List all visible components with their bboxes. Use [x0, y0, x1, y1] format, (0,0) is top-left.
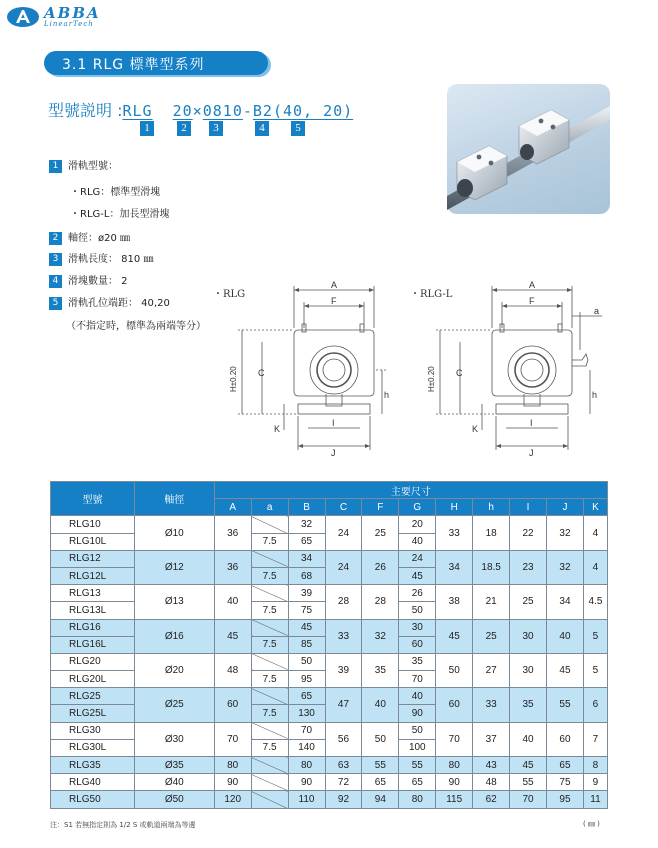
table-cell: 55	[399, 757, 436, 774]
table-cell: 60	[436, 688, 473, 722]
table-cell: 27	[473, 653, 510, 687]
table-cell: 4	[583, 550, 607, 584]
table-cell: 55	[510, 774, 547, 791]
column-header-F: F	[362, 499, 399, 516]
table-cell: 4.5	[583, 585, 607, 619]
table-cell: 30	[399, 619, 436, 636]
table-row	[51, 774, 608, 791]
table-cell: 34	[547, 585, 584, 619]
table-cell: Ø30	[134, 722, 214, 756]
table-cell: 35	[362, 653, 399, 687]
table-cell: 35	[399, 653, 436, 670]
table-cell: 33	[473, 688, 510, 722]
table-cell: 7.5	[251, 636, 288, 653]
model-cell: RLG25L	[51, 705, 135, 722]
table-cell: 40	[362, 688, 399, 722]
table-cell: 32	[547, 550, 584, 584]
table-cell: 45	[436, 619, 473, 653]
table-cell: 39	[325, 653, 362, 687]
table-cell: 36	[214, 550, 251, 584]
logo-sub: LinearTech	[44, 20, 94, 28]
table-cell: 65	[547, 757, 584, 774]
table-cell: 65	[288, 533, 325, 550]
table-cell: Ø40	[134, 774, 214, 791]
abba-logo-icon	[6, 6, 40, 28]
table-cell: 120	[214, 791, 251, 808]
table-cell: 45	[547, 653, 584, 687]
table-cell: 70	[399, 671, 436, 688]
table-cell: 50	[288, 653, 325, 670]
table-cell: 80	[288, 757, 325, 774]
model-cell: RLG13	[51, 585, 135, 602]
table-cell: 38	[436, 585, 473, 619]
model-cell: RLG30	[51, 722, 135, 739]
table-cell: Ø16	[134, 619, 214, 653]
table-cell: 40	[214, 585, 251, 619]
table-cell: 24	[325, 550, 362, 584]
model-cell: RLG12L	[51, 567, 135, 584]
table-cell: 26	[399, 585, 436, 602]
column-header-A: A	[214, 499, 251, 516]
code-number-4: 4	[255, 121, 269, 136]
spec-number: 4	[49, 275, 62, 288]
table-row	[51, 550, 608, 567]
column-header-H: H	[436, 499, 473, 516]
table-cell: 35	[510, 688, 547, 722]
table-body	[51, 516, 608, 808]
table-row	[51, 688, 608, 705]
footnote: 注：S1 若無指定則為 1/2 S 或軌道兩端為等邊	[50, 821, 196, 829]
table-cell: 34	[436, 550, 473, 584]
table-cell: 37	[473, 722, 510, 756]
table-cell: 40	[399, 688, 436, 705]
table-row	[51, 585, 608, 602]
header-model: 型號	[51, 482, 135, 516]
dimensions-table	[50, 481, 608, 809]
table-cell: 33	[325, 619, 362, 653]
table-cell: 22	[510, 516, 547, 550]
model-cell: RLG10	[51, 516, 135, 533]
model-code-part-qty: B2	[252, 102, 273, 120]
table-cell: 56	[325, 722, 362, 756]
table-cell: 32	[362, 619, 399, 653]
table-cell: 85	[288, 636, 325, 653]
table-cell: 62	[473, 791, 510, 808]
table-cell: 60	[547, 722, 584, 756]
model-cell: RLG10L	[51, 533, 135, 550]
table-cell: 68	[288, 567, 325, 584]
table-cell	[251, 585, 288, 602]
table-cell: 80	[214, 757, 251, 774]
spec-item-length: 3 滑軌長度： 810 ㎜	[49, 250, 153, 266]
column-header-I: I	[510, 499, 547, 516]
table-cell: 5	[583, 653, 607, 687]
table-cell: 43	[473, 757, 510, 774]
model-code-part-times: ×	[192, 102, 203, 120]
table-cell: 32	[547, 516, 584, 550]
table-cell: 24	[399, 550, 436, 567]
table-cell: 65	[288, 688, 325, 705]
table-cell: 45	[510, 757, 547, 774]
table-cell: 94	[362, 791, 399, 808]
table-cell: 90	[436, 774, 473, 791]
column-header-K: K	[583, 499, 607, 516]
table-cell	[251, 653, 288, 670]
code-number-5: 5	[291, 121, 305, 136]
table-cell: Ø13	[134, 585, 214, 619]
table-cell	[251, 722, 288, 739]
table-cell: 7.5	[251, 602, 288, 619]
table-cell: 28	[362, 585, 399, 619]
section-title: 3.1 RLG 標準型系列	[62, 57, 205, 73]
table-cell: 95	[288, 671, 325, 688]
dim-label-h-small-l: h	[592, 390, 598, 400]
product-photo	[447, 84, 610, 214]
table-cell: 7.5	[251, 671, 288, 688]
table-cell: Ø20	[134, 653, 214, 687]
table-cell	[251, 688, 288, 705]
table-cell: 100	[399, 739, 436, 756]
spec-item-hole-distance: 5 滑軌孔位端距： 40,20	[49, 294, 170, 310]
table-cell: 7.5	[251, 705, 288, 722]
drawing-label-rlg: ・RLG	[213, 289, 246, 300]
table-cell: 34	[288, 550, 325, 567]
table-cell: 6	[583, 688, 607, 722]
table-cell: 140	[288, 739, 325, 756]
table-cell: 25	[510, 585, 547, 619]
model-cell: RLG12	[51, 550, 135, 567]
table-cell: 130	[288, 705, 325, 722]
table-cell: 11	[583, 791, 607, 808]
model-code-part-length: 0810	[202, 102, 243, 120]
table-cell: 30	[510, 619, 547, 653]
table-cell: 7.5	[251, 533, 288, 550]
column-header-G: G	[399, 499, 436, 516]
unit-label: ( ㎜ )	[583, 820, 600, 828]
model-cell: RLG40	[51, 774, 135, 791]
model-code-part-shaft: 20	[172, 102, 193, 120]
header-main-dimensions: 主要尺寸	[214, 482, 607, 499]
linear-guide-illustration	[447, 84, 610, 214]
table-cell: 28	[325, 585, 362, 619]
table-cell: 70	[288, 722, 325, 739]
table-cell: 50	[399, 722, 436, 739]
brand-logo	[6, 6, 101, 28]
table-cell: 60	[214, 688, 251, 722]
model-cell: RLG30L	[51, 739, 135, 756]
model-cell: RLG25	[51, 688, 135, 705]
model-code-title	[48, 98, 353, 121]
table-cell: 4	[583, 516, 607, 550]
table-cell: 7.5	[251, 567, 288, 584]
table-cell: 63	[325, 757, 362, 774]
column-header-C: C	[325, 499, 362, 516]
spec-item-shaft: 2 軸徑：ø20 ㎜	[49, 229, 130, 245]
model-cell: RLG20	[51, 653, 135, 670]
table-cell: 70	[510, 791, 547, 808]
table-cell: 95	[547, 791, 584, 808]
table-cell: 40	[399, 533, 436, 550]
spec-number: 3	[49, 253, 62, 266]
model-cell: RLG16L	[51, 636, 135, 653]
table-row	[51, 757, 608, 774]
table-cell: 50	[362, 722, 399, 756]
table-cell: 50	[399, 602, 436, 619]
dim-label-i-l: I	[530, 418, 533, 428]
table-cell: Ø35	[134, 757, 214, 774]
table-cell: 65	[399, 774, 436, 791]
dim-label-k-l: K	[472, 424, 479, 434]
table-cell: 70	[436, 722, 473, 756]
table-cell: 24	[325, 516, 362, 550]
table-cell: 65	[362, 774, 399, 791]
table-cell: Ø25	[134, 688, 214, 722]
spec-note: （不指定時，標準為兩端等分）	[66, 321, 206, 332]
rlgl-technical-drawing	[427, 280, 610, 460]
dim-label-a-small-l: a	[594, 306, 600, 316]
table-cell: 8	[583, 757, 607, 774]
table-cell: 45	[399, 567, 436, 584]
table-row	[51, 791, 608, 808]
model-cell: RLG35	[51, 757, 135, 774]
dim-label-k: K	[274, 424, 281, 434]
table-cell: Ø12	[134, 550, 214, 584]
table-cell: Ø10	[134, 516, 214, 550]
table-row	[51, 619, 608, 636]
table-row	[51, 653, 608, 670]
dim-label-a-l: A	[529, 280, 536, 290]
header-shaft: 軸徑	[134, 482, 214, 516]
table-cell: 115	[436, 791, 473, 808]
table-cell: 40	[547, 619, 584, 653]
dim-label-c-l: C	[456, 368, 463, 378]
table-cell: 30	[510, 653, 547, 687]
table-cell: 36	[214, 516, 251, 550]
dim-label-j-l: J	[529, 448, 534, 458]
table-cell: 45	[214, 619, 251, 653]
table-cell: 18.5	[473, 550, 510, 584]
table-cell: 90	[214, 774, 251, 791]
logo-brand: ABBA	[44, 4, 101, 22]
table-cell	[251, 619, 288, 636]
table-cell: 55	[547, 688, 584, 722]
spec-number: 5	[49, 297, 62, 310]
spec-number: 2	[49, 232, 62, 245]
section-banner	[44, 51, 268, 75]
table-cell: 7.5	[251, 739, 288, 756]
dim-label-a: A	[331, 280, 338, 290]
model-cell: RLG16	[51, 619, 135, 636]
table-cell: 40	[510, 722, 547, 756]
table-cell: 92	[325, 791, 362, 808]
table-cell: 75	[547, 774, 584, 791]
dim-label-h: H±0.20	[229, 366, 238, 392]
table-cell: 72	[325, 774, 362, 791]
dim-label-c: C	[258, 368, 265, 378]
table-cell	[251, 757, 288, 774]
dim-label-h-small: h	[384, 390, 390, 400]
code-number-1: 1	[140, 121, 154, 136]
table-cell	[251, 791, 288, 808]
spec-number: 1	[49, 160, 62, 173]
table-cell: 80	[399, 791, 436, 808]
table-cell: 110	[288, 791, 325, 808]
table-cell: 75	[288, 602, 325, 619]
table-cell: 26	[362, 550, 399, 584]
table-cell: 80	[436, 757, 473, 774]
drawing-label-rlgl: ・RLG-L	[410, 289, 453, 300]
table-cell: 47	[325, 688, 362, 722]
column-header-J: J	[547, 499, 584, 516]
table-cell: 33	[436, 516, 473, 550]
model-code-part-series: RLG	[122, 102, 153, 120]
dim-label-f: F	[331, 296, 337, 306]
code-number-3: 3	[209, 121, 223, 136]
table-cell: 90	[288, 774, 325, 791]
table-cell: 45	[288, 619, 325, 636]
model-cell: RLG20L	[51, 671, 135, 688]
model-code-part-hole: (40, 20)	[272, 102, 354, 120]
table-cell: 50	[436, 653, 473, 687]
table-cell: 55	[362, 757, 399, 774]
table-cell: 25	[362, 516, 399, 550]
dim-label-f-l: F	[529, 296, 535, 306]
table-cell: 20	[399, 516, 436, 533]
table-cell	[251, 516, 288, 533]
model-cell: RLG13L	[51, 602, 135, 619]
dim-label-h-l: H±0.20	[427, 366, 436, 392]
model-cell: RLG50	[51, 791, 135, 808]
table-cell: 70	[214, 722, 251, 756]
table-cell: 39	[288, 585, 325, 602]
table-cell: 32	[288, 516, 325, 533]
table-cell: 23	[510, 550, 547, 584]
spec-sub-rlgl: ・RLG-L：加長型滑塊	[70, 209, 170, 220]
table-cell: 9	[583, 774, 607, 791]
table-row	[51, 516, 608, 533]
table-cell: 90	[399, 705, 436, 722]
table-cell: Ø50	[134, 791, 214, 808]
table-cell: 21	[473, 585, 510, 619]
dim-label-j: J	[331, 448, 336, 458]
table-cell	[251, 550, 288, 567]
column-header-a: a	[251, 499, 288, 516]
table-cell: 48	[473, 774, 510, 791]
column-header-B: B	[288, 499, 325, 516]
spec-item-qty: 4 滑塊數量： 2	[49, 272, 128, 288]
spec-item-rail-type: 1 滑軌型號：	[49, 157, 118, 173]
table-cell: 60	[399, 636, 436, 653]
dim-label-i: I	[332, 418, 335, 428]
table-cell: 48	[214, 653, 251, 687]
spec-sub-rlg: ・RLG：標準型滑塊	[70, 187, 161, 198]
table-cell: 7	[583, 722, 607, 756]
table-cell: 5	[583, 619, 607, 653]
code-number-2: 2	[177, 121, 191, 136]
table-row	[51, 722, 608, 739]
table-cell: 18	[473, 516, 510, 550]
model-code-part-dash: -	[242, 102, 253, 120]
column-header-h: h	[473, 499, 510, 516]
model-code-label: 型號説明 :	[48, 101, 123, 120]
table-cell	[251, 774, 288, 791]
table-cell: 25	[473, 619, 510, 653]
